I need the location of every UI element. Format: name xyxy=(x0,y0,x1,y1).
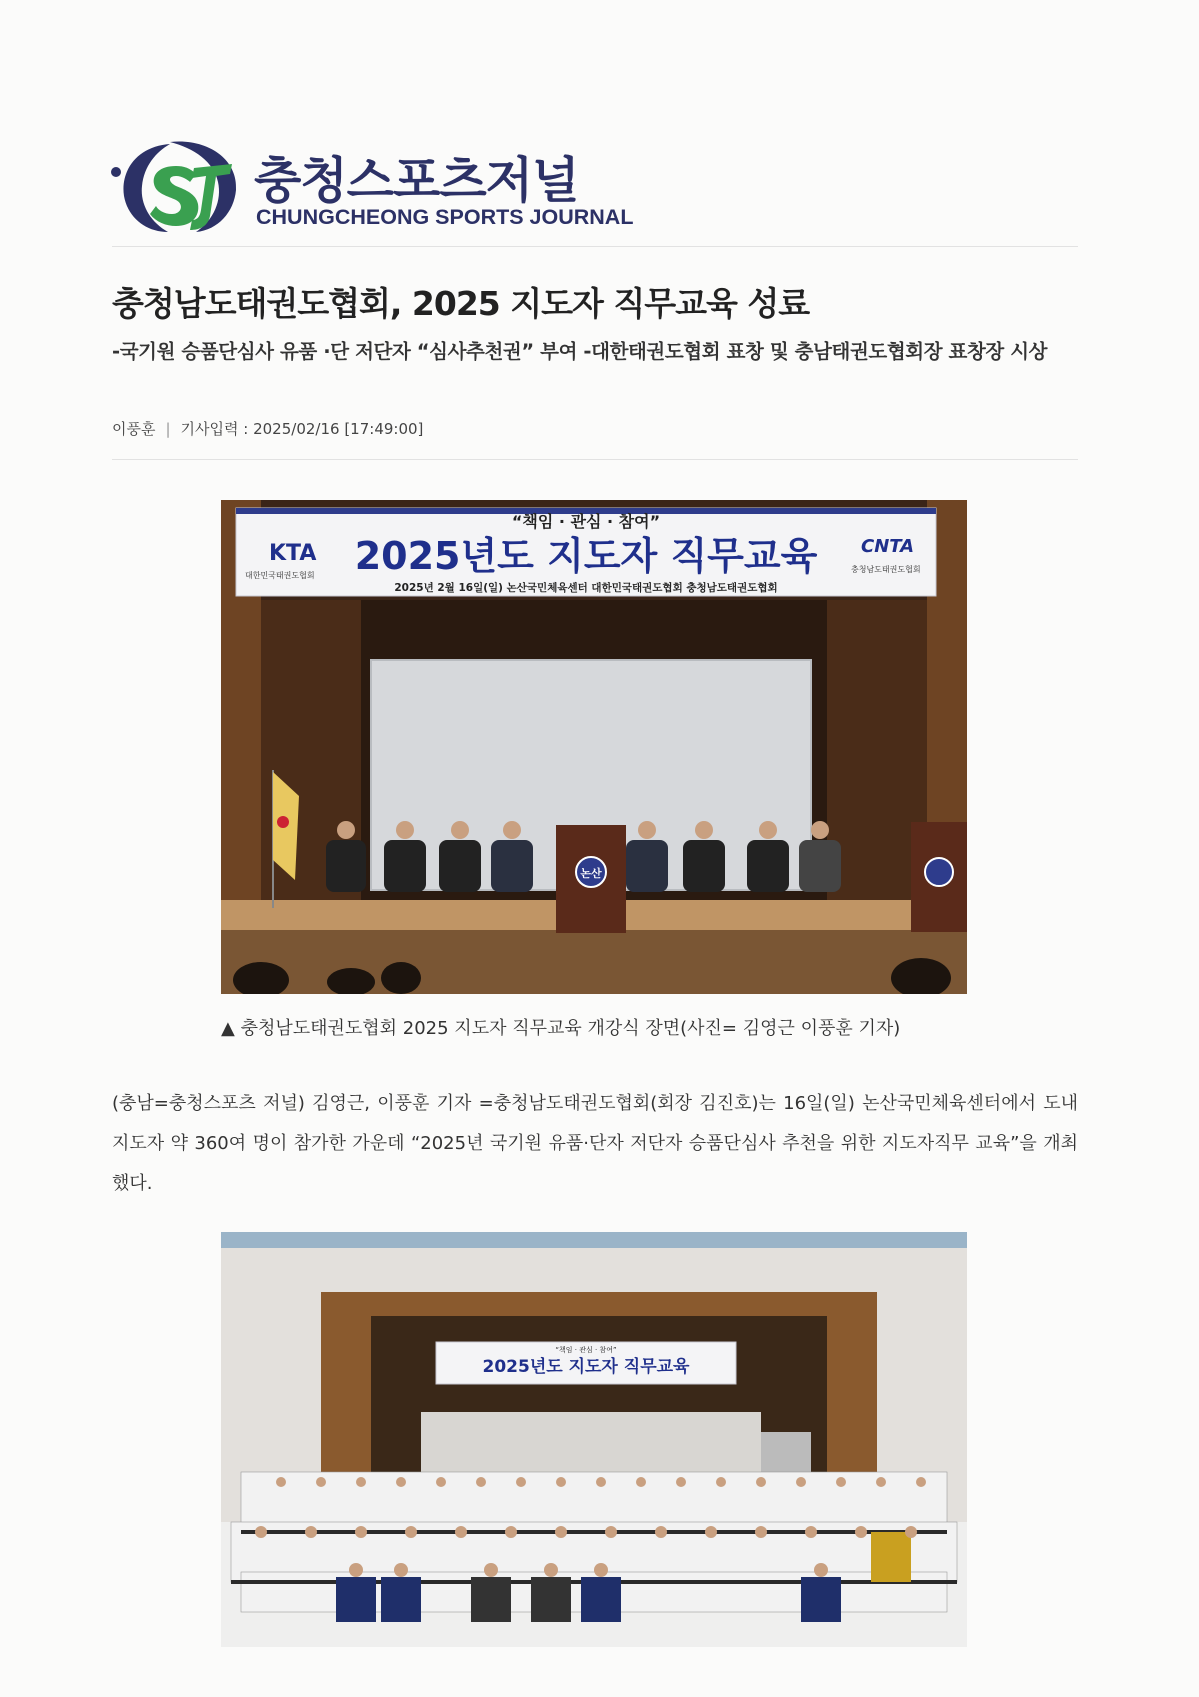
banner-title: 2025년도 지도자 직무교육 xyxy=(482,1357,690,1377)
header-divider xyxy=(112,246,1078,247)
banner-slogan: “책임 · 관심 · 참여” xyxy=(555,1346,617,1354)
byline xyxy=(112,418,423,439)
banner-title: 2025년도 지도자 직무교육 xyxy=(354,534,818,578)
brand-name-english: CHUNGCHEONG SPORTS JOURNAL xyxy=(256,205,634,229)
article-photo-group[interactable] xyxy=(221,1232,967,1647)
byline-divider xyxy=(112,459,1078,460)
publish-date: 기사입력 : 2025/02/16 [17:49:00] xyxy=(180,420,424,438)
cnta-logo-icon: CNTA xyxy=(861,536,915,557)
kta-logo-icon: KTA xyxy=(269,541,317,566)
podium-emblem-text: 논산 xyxy=(580,867,602,880)
banner-info: 2025년 2월 16일(일) 논산국민체육센터 대한민국태권도협회 충청남도태권도협회 xyxy=(394,582,778,594)
masthead-logo[interactable] xyxy=(110,138,640,234)
banner-slogan: “책임 · 관심 · 참여” xyxy=(511,512,661,531)
cnta-logo-caption: 충청남도태권도협회 xyxy=(851,565,921,574)
author-link[interactable]: 이풍훈 xyxy=(112,420,156,438)
article-subtitle: -국기원 승품단심사 유품 ·단 저단자 “심사추천권” 부여 -대한태권도협회 표창 및 충남태권도협회장 표창장 시상 xyxy=(112,340,1048,363)
st-logo-icon xyxy=(110,138,246,234)
article-photo-opening-ceremony[interactable] xyxy=(221,500,967,994)
article-body: (충남=충청스포츠 저널) 김영근, 이풍훈 기자 =충청남도태권도협회(회장 김진호)는 16일(일) 논산국민체육센터에서 도내 지도자 약 360여 명이 참가한 가운데 “2025년 국기원 유품·단자 저단자 승품단심사 추천을 위한 지도자직무 교육”을 개최했다. xyxy=(112,1093,1078,1194)
brand-name-korean: 충청스포츠저널 xyxy=(254,152,579,209)
article-title: 충청남도태권도협회, 2025 지도자 직무교육 성료 xyxy=(112,284,810,323)
kta-logo-caption: 대한민국태권도협회 xyxy=(245,571,315,580)
photo-caption: ▲ 충청남도태권도협회 2025 지도자 직무교육 개강식 장면(사진= 김영근 이풍훈 기자) xyxy=(221,1018,901,1039)
byline-separator: | xyxy=(165,420,171,438)
